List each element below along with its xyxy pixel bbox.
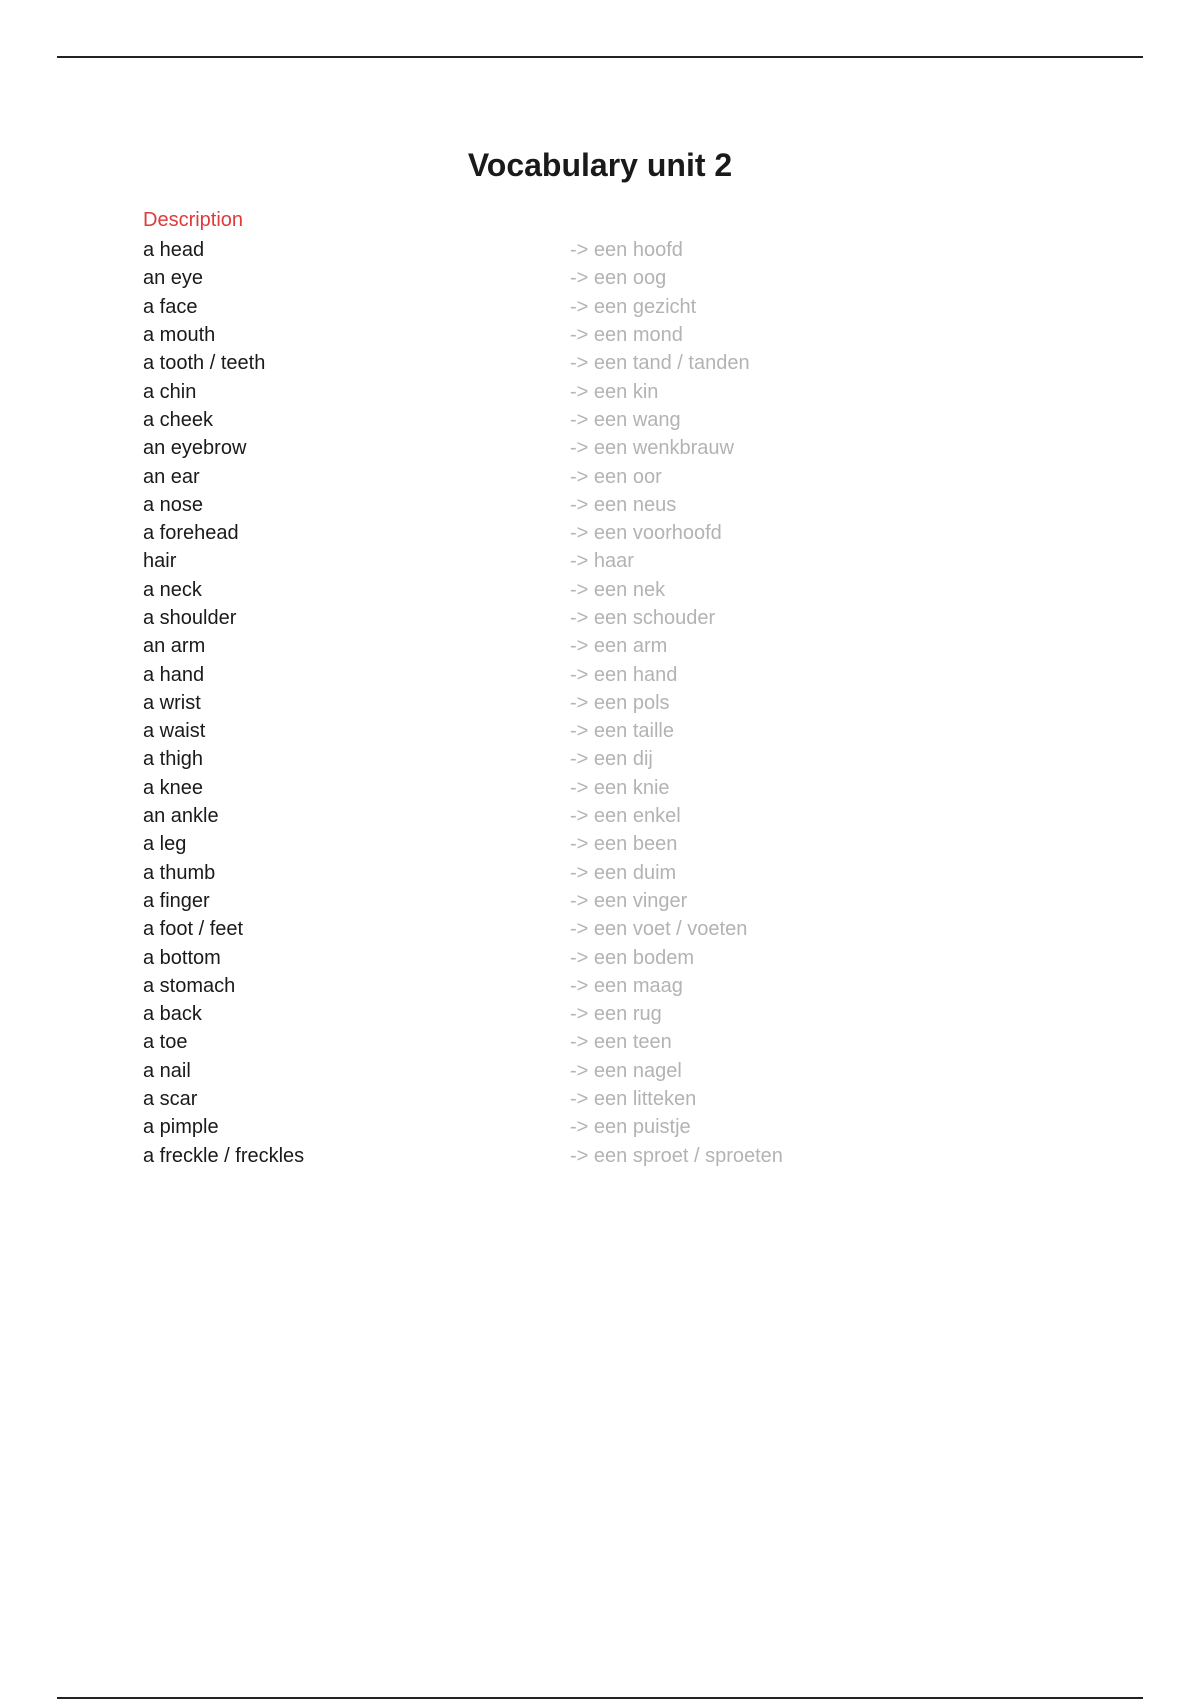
vocab-row (143, 774, 943, 802)
vocab-translation: -> een dij (570, 748, 653, 771)
vocab-translation: -> een puistje (570, 1116, 691, 1139)
vocab-translation: -> een teen (570, 1031, 672, 1054)
vocab-translation: -> een rug (570, 1003, 662, 1026)
vocab-term: a nail (143, 1059, 191, 1082)
vocab-translation: -> een been (570, 833, 678, 856)
vocab-translation: -> een bodem (570, 946, 694, 969)
vocab-term: a leg (143, 833, 187, 856)
vocab-row (143, 802, 943, 830)
vocab-translation: -> een nagel (570, 1059, 682, 1082)
vocab-term: a thigh (143, 748, 204, 771)
vocab-row (143, 1142, 943, 1170)
vocab-term: an ankle (143, 805, 219, 828)
vocab-term: a bottom (143, 946, 221, 969)
vocab-row (143, 972, 943, 1000)
vocab-term: a face (143, 295, 198, 318)
vocab-row (143, 745, 943, 773)
vocab-row (143, 1028, 943, 1056)
vocab-row (143, 830, 943, 858)
vocab-row (143, 236, 943, 264)
vocab-row (143, 264, 943, 292)
vocab-row (143, 462, 943, 490)
vocab-term: a finger (143, 889, 210, 912)
vocab-translation: -> een kin (570, 380, 659, 403)
vocab-term: a freckle / freckles (143, 1144, 305, 1167)
vocab-translation: -> een wang (570, 408, 681, 431)
vocab-row (143, 1113, 943, 1141)
vocab-row (143, 915, 943, 943)
vocab-translation: -> een mond (570, 324, 683, 347)
vocab-row (143, 689, 943, 717)
vocab-term: a toe (143, 1031, 188, 1054)
vocab-term: a scar (143, 1088, 198, 1111)
vocab-row (143, 717, 943, 745)
vocab-term: a back (143, 1003, 202, 1026)
vocab-translation: -> een knie (570, 776, 670, 799)
vocab-translation: -> een maag (570, 974, 683, 997)
vocab-term: a chin (143, 380, 197, 403)
vocab-row (143, 632, 943, 660)
vocab-translation: -> een tand / tanden (570, 352, 750, 375)
vocab-row (143, 406, 943, 434)
vocab-translation: -> een nek (570, 578, 666, 601)
vocabulary-list (143, 236, 943, 1170)
footer-rule (57, 1697, 1143, 1699)
vocab-term: a neck (143, 578, 202, 601)
vocab-translation: -> een voorhoofd (570, 522, 722, 545)
header-rule (57, 56, 1143, 58)
vocab-term: a knee (143, 776, 204, 799)
vocab-translation: -> een neus (570, 493, 677, 516)
vocab-row (143, 547, 943, 575)
vocab-row (143, 604, 943, 632)
vocab-row (143, 491, 943, 519)
vocab-translation: -> een oog (570, 267, 667, 290)
vocab-term: a tooth / teeth (143, 352, 266, 375)
vocab-row (143, 576, 943, 604)
vocab-row (143, 293, 943, 321)
vocab-term: a hand (143, 663, 205, 686)
vocab-translation: -> een arm (570, 635, 668, 658)
vocab-term: a waist (143, 720, 206, 743)
vocab-term: a mouth (143, 324, 216, 347)
vocab-translation: -> een duim (570, 861, 677, 884)
vocab-translation: -> een voet / voeten (570, 918, 748, 941)
vocab-term: an arm (143, 635, 206, 658)
vocab-row (143, 1085, 943, 1113)
vocab-translation: -> een wenkbrauw (570, 437, 734, 460)
vocab-translation: -> een hoofd (570, 239, 683, 262)
vocab-term: a foot / feet (143, 918, 244, 941)
vocab-translation: -> een hand (570, 663, 678, 686)
vocab-translation: -> een oor (570, 465, 662, 488)
vocab-translation: -> een sproet / sproeten (570, 1144, 783, 1167)
vocab-term: hair (143, 550, 177, 573)
vocab-term: a shoulder (143, 607, 237, 629)
vocab-row (143, 377, 943, 405)
vocab-row (143, 349, 943, 377)
vocab-term: a nose (143, 493, 204, 516)
vocab-term: a pimple (143, 1116, 219, 1139)
vocab-row (143, 1000, 943, 1028)
vocab-term: a wrist (143, 691, 201, 714)
section-heading: Description (143, 209, 244, 231)
vocab-row (143, 1057, 943, 1085)
vocab-translation: -> haar (570, 550, 634, 573)
vocab-row (143, 859, 943, 887)
vocab-translation: -> een pols (570, 691, 670, 714)
vocab-row (143, 434, 943, 462)
vocab-translation: -> een schouder (570, 607, 716, 629)
vocab-translation: -> een litteken (570, 1088, 697, 1111)
vocab-term: an eye (143, 267, 204, 290)
vocab-translation: -> een taille (570, 720, 674, 743)
vocab-row (143, 887, 943, 915)
vocab-term: a thumb (143, 861, 216, 884)
vocab-row (143, 519, 943, 547)
vocab-term: a head (143, 239, 205, 262)
vocab-term: an eyebrow (143, 437, 247, 460)
page-title: Vocabulary unit 2 (467, 147, 733, 183)
vocab-row (143, 660, 943, 688)
vocab-term: a forehead (143, 522, 239, 545)
vocab-row (143, 321, 943, 349)
vocab-term: a cheek (143, 408, 214, 431)
vocab-translation: -> een vinger (570, 889, 688, 912)
vocab-term: an ear (143, 465, 200, 488)
vocab-translation: -> een enkel (570, 805, 681, 828)
vocab-term: a stomach (143, 974, 236, 997)
vocab-row (143, 943, 943, 971)
vocab-translation: -> een gezicht (570, 295, 697, 318)
